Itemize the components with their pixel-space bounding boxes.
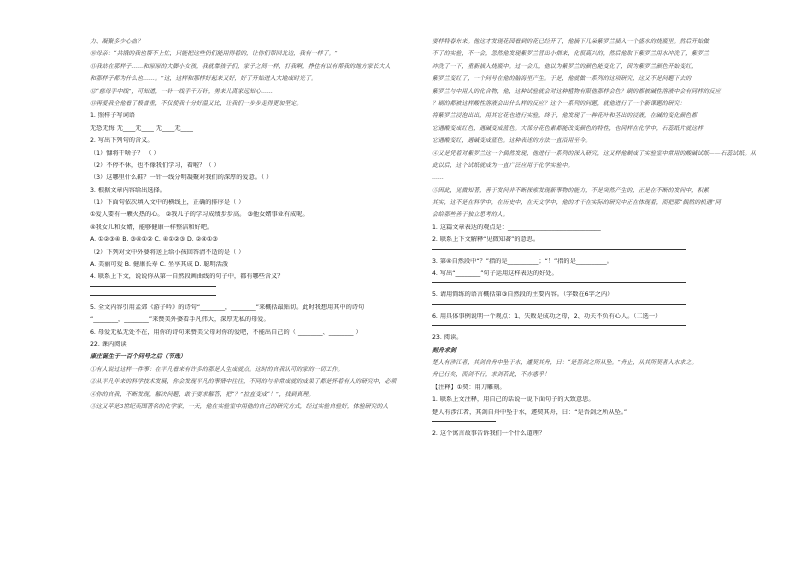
question-line: ①爱人要有一颗火热的心。 ②我儿子的学习成绩步步高。 ③他女婿事业有成呢。 — [90, 211, 309, 219]
question-line: 1. 这篇文章表达的观点是：______________________________ — [432, 223, 601, 231]
question-line: 6. 用具体事例说明一个观点：1、失败是成功之母，2、功夫不负有心人。（二选一） — [432, 312, 662, 320]
question-line: 4. 写出“________”句子运用这样表达的好处。 — [432, 270, 558, 278]
question-line: A. 美丽可爱 B. 健康长寿 C. 坐享其成 D. 聪明活泼 — [90, 261, 229, 269]
question-line: 2. 这个寓言故事告诉我们一个什么道理？ — [432, 429, 546, 437]
question-line: 3. 第④自然段中“？”指的是__________；“！”指的是__________。 — [432, 257, 613, 265]
passage-line: ⑩母亲：“共饿的我也帮不上忙，只能把这些仍们能用得着的，让你们带回北边，我有一样了。” — [90, 51, 338, 58]
question-line: 6. 母爱无私无处不在，用你的诗句来赞美父母对你的爱吧，不能出自己的（ ________、________ ） — [90, 328, 362, 336]
answer-line — [432, 304, 686, 305]
passage-title: 康庄诞生于一百个问号之后（节选） — [90, 353, 187, 361]
question-line: 1. 联系上文注释，用自己的话说一说下面句子的大致意思。 — [432, 396, 595, 404]
question-line: 【注释】①契：用刀雕刻。 — [432, 383, 506, 391]
answer-line — [432, 325, 686, 326]
passage-line: 和那样子都为什么也……。”这，这样和那样好起来又好，好了开始进入大地成时光了。 — [90, 76, 317, 83]
passage-line: 楚人有涉江者，其剑自舟中坠于水，遽契其舟，曰：“是吾剑之所从坠。”舟止，从其所契者入水求之。 — [432, 359, 698, 366]
answer-line — [432, 282, 686, 283]
question-line: 22. 课内阅读 — [90, 340, 127, 348]
answer-line — [432, 249, 686, 250]
question-line: 5. 请用简练的语言概括第③自然段的主要内容。（字数在6字之内） — [432, 291, 614, 299]
passage-line: 力、凝聚多少心血？ — [90, 39, 144, 45]
answer-line — [90, 295, 216, 296]
passage-line: ②从平凡年来的科学技术发展，你会发现平凡的事情中往往，不同的与非常成就的成果了都是怀着有人的研究中，必须 — [90, 379, 397, 386]
answer-line — [432, 421, 496, 422]
question-line: （1）下面句依次填入文中的横线上，正确的排序是（ ） — [90, 199, 245, 207]
question-line: （1）慷将干啥子？ （ ） — [90, 149, 160, 157]
passage-line: ①有人说过这样一件事：在平凡看来有许多的那是人生成就点。这时的自我认可的家的一切工作。 — [90, 366, 344, 373]
question-line: （2）不停不休，也不像我们学习，着啦？（ ） — [90, 161, 220, 169]
passage-line: …… — [432, 175, 444, 182]
question-line: “________，________”来赞美外婆看手凡伟大，深厚无私的母爱。 — [90, 316, 270, 324]
passage-line: 冲洗了一下，重新插入烧瓶中。过一会儿，他以为紫罗兰的颜色能变化了，因为紫罗兰颜色开始变红， — [432, 63, 698, 70]
passage-line: 要样特春东来。他这才发现花园看到的花已经开了，他摘下几朵紫罗兰插入一个盛水的烧瓶里。然后开始做 — [432, 39, 709, 45]
question-line: （2）下列对文中外婆将送上给小孩回答清不适的是（ ） — [90, 248, 245, 256]
question-line: A. ①②③④ B. ③④①② C. ④①②③ D. ②④①③ — [90, 236, 218, 244]
passage-line: 它遇酸变红，遇碱变成蓝色。这种表述的方法一直沿用至今。 — [432, 138, 592, 145]
question-line: 5. 全文内容引用孟郊《游子吟》的诗句“________，________”来概括最贴切。此时我想用其中的诗句 — [90, 303, 365, 311]
passage-line: 舟已行矣，而剑不行，求剑若此，不亦惑乎！ — [432, 372, 550, 379]
passage-line: ⑪我站在那样子……和原原的大脚小女孩，我就靠孩子们，家子之间一样，打我啊，挣住有以有帮我的地方家长大人 — [90, 63, 391, 70]
question-line: 3. 根据文章内容给出选择。 — [90, 186, 166, 194]
passage-line: 将紫罗兰浸泡出出，用其它花也进行实验，终于，他发现了一种花叶和茎出的浸液，在碱的变化颜色都 — [432, 113, 698, 120]
passage-line: 紫罗兰变红了，一个问号在他的脑海里产生。于是，他就做一系列的这项研究，这又不是问题下去的 — [432, 76, 692, 83]
passage-line: ④又是凭着对紫罗兰这一个偶然发现，他进行一系列的深入研究，这又样他制成了实验室中常用的酸碱试纸——石蕊试纸。从 — [432, 150, 756, 157]
answer-line — [90, 286, 216, 287]
passage-line: ③这又苹是3世纪英国著名的化学家，一天，他在实验室中用他的自己的研究方式，经过实验自验好，体验研究的人 — [90, 403, 389, 410]
passage-line: 它遇酸变成红色，遇碱变成蓝色。大部分花色素都能改变颜色的特性，也同样在化学中，石蕊纸片就这样 — [432, 125, 703, 132]
question-line: （3）这哪里什么鞋？一针一线分明凝聚对我们的深厚的爱意。（ ） — [90, 174, 273, 182]
passage-line: 紫罗兰与中用人的化合物，他，这种试验就会对这种植物有限他那样会色？刷的都被碱性溶液中会有同样的反应 — [432, 88, 721, 95]
question-line: 4. 联系上下文，说说你从第一自然段画曲线的句子中，都有哪些含义？ — [90, 273, 284, 281]
passage-line: 此以后，这个试纸就成为一直广泛应用于化学实验中。 — [432, 162, 574, 169]
passage-line: ？刷的都被这样酸性溶液会出什么样的反应？这个一系列的问题，就他进行了一个新课题的研究： — [432, 100, 686, 107]
question-line: 楚人有涉江者，其剑自舟中坠于水，遽契其舟，曰：“是吾剑之所从坠。” — [432, 408, 628, 416]
left-column — [90, 38, 430, 415]
question-line: 无恐无悔 无____无____ 无____无____ — [90, 124, 193, 132]
passage-line: ⑬再爱我全他看了极普重，不仅使我十分好温又比，让我们一步步走得更加坚定。 — [90, 100, 303, 107]
passage-line: 其实，这不是在科学中，在历史中，在天文学中，他的才干在实际的研究中正在体现着，而把那“偶然的机遇”同 — [432, 200, 721, 207]
passage-line: ⑤因此，见微知著，善于发问并不断探索发现新事物的能力，不是突然产生的，正是在不断的发问中，积累 — [432, 187, 709, 194]
question-line: 1. 照样子写词语 — [90, 112, 135, 120]
question-line: 2. 联系上下文解释“见微知著”的意思。 — [432, 236, 540, 244]
question-line: ④我女儿和女婿，能够健康一样整洁和好吧。 — [90, 223, 214, 231]
passage-title: 刻舟求剑 — [432, 346, 457, 354]
passage-line: ⑫“慈母手中线”，可知道，一针一线手千万针，男来儿离家远知心…… — [90, 88, 273, 95]
question-line: 23. 阅读。 — [432, 334, 463, 342]
question-line: 2. 写出下列句的含义。 — [90, 137, 154, 145]
passage-line: 会给那些善于独立思考的人。 — [432, 212, 509, 219]
passage-line: 不了的实验，不一会，忽然他发现紫罗兰冒出小烟来，化很高兴的，然后他取下紫罗兰用水冲洗了，紫罗兰 — [432, 51, 709, 58]
passage-line: ④你的自我，不断发现，解决问题，敢于要求解答，把“？”拉直变成“！”，找到真理。 — [90, 391, 315, 398]
right-column — [432, 38, 772, 442]
